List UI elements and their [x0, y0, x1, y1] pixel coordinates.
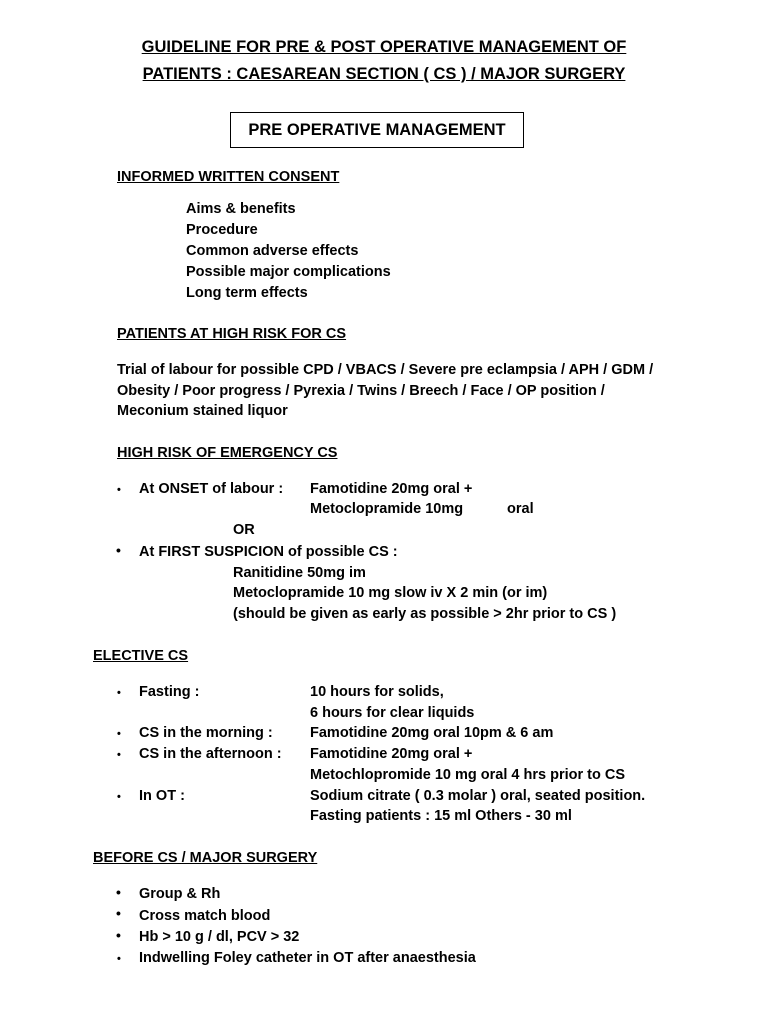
afternoon-value-1: Famotidine 20mg oral + [310, 746, 473, 762]
before-item: Hb > 10 g / dl, PCV > 32 [139, 929, 300, 945]
ot-value-1: Sodium citrate ( 0.3 molar ) oral, seated position. [310, 788, 646, 804]
consent-item: Long term effects [186, 285, 308, 301]
bullet-icon: • [117, 687, 121, 699]
bullet-icon: • [116, 542, 121, 558]
consent-heading: INFORMED WRITTEN CONSENT [117, 169, 340, 185]
suspicion-drug-2: Metoclopramide 10 mg slow iv X 2 min (or im) [233, 585, 548, 601]
consent-item: Common adverse effects [186, 243, 359, 259]
fasting-value-2: 6 hours for clear liquids [310, 705, 475, 721]
before-item: Group & Rh [139, 886, 221, 902]
ot-label: In OT : [139, 788, 185, 804]
ot-value-2: Fasting patients : 15 ml Others - 30 ml [310, 808, 572, 824]
bullet-icon: • [117, 749, 121, 761]
bullet-icon: • [117, 484, 121, 496]
morning-label: CS in the morning : [139, 725, 273, 741]
suspicion-drug-1: Ranitidine 50mg im [233, 565, 366, 581]
high-risk-heading: PATIENTS AT HIGH RISK FOR CS [117, 326, 347, 342]
title-line-1: GUIDELINE FOR PRE & POST OPERATIVE MANAGEMENT OF [141, 38, 627, 56]
consent-item: Procedure [186, 222, 258, 238]
bullet-icon: • [117, 953, 121, 965]
high-risk-line: Obesity / Poor progress / Pyrexia / Twins / Breech / Face / OP position / [117, 383, 605, 399]
fasting-label: Fasting : [139, 684, 200, 700]
onset-drug-2-route: oral [507, 501, 534, 517]
consent-item: Possible major complications [186, 264, 391, 280]
before-item: Cross match blood [139, 908, 271, 924]
afternoon-label: CS in the afternoon : [139, 746, 282, 762]
bullet-icon: • [116, 927, 121, 943]
onset-drug-1: Famotidine 20mg oral + [310, 481, 473, 497]
morning-value: Famotidine 20mg oral 10pm & 6 am [310, 725, 554, 741]
before-heading: BEFORE CS / MAJOR SURGERY [93, 850, 318, 866]
bullet-icon: • [116, 905, 121, 921]
suspicion-label: At FIRST SUSPICION of possible CS : [139, 544, 398, 560]
elective-heading: ELECTIVE CS [93, 648, 189, 664]
afternoon-value-2: Metochlopromide 10 mg oral 4 hrs prior to CS [310, 767, 626, 783]
onset-drug-2: Metoclopramide 10mg [310, 501, 464, 517]
consent-item: Aims & benefits [186, 201, 296, 217]
section-box-pre-operative: PRE OPERATIVE MANAGEMENT [230, 112, 524, 148]
high-risk-line: Trial of labour for possible CPD / VBACS / Severe pre eclampsia / APH / GDM / [117, 362, 654, 378]
bullet-icon: • [117, 728, 121, 740]
high-risk-line: Meconium stained liquor [117, 403, 288, 419]
bullet-icon: • [116, 884, 121, 900]
bullet-icon: • [117, 791, 121, 803]
onset-label: At ONSET of labour : [139, 481, 284, 497]
title-line-2: PATIENTS : CAESAREAN SECTION ( CS ) / MAJOR SURGERY [142, 65, 626, 83]
suspicion-note: (should be given as early as possible > 2hr prior to CS ) [233, 606, 617, 622]
emergency-heading: HIGH RISK OF EMERGENCY CS [117, 445, 338, 461]
or-text: OR [233, 522, 255, 538]
before-item: Indwelling Foley catheter in OT after anaesthesia [139, 950, 476, 966]
fasting-value-1: 10 hours for solids, [310, 684, 444, 700]
